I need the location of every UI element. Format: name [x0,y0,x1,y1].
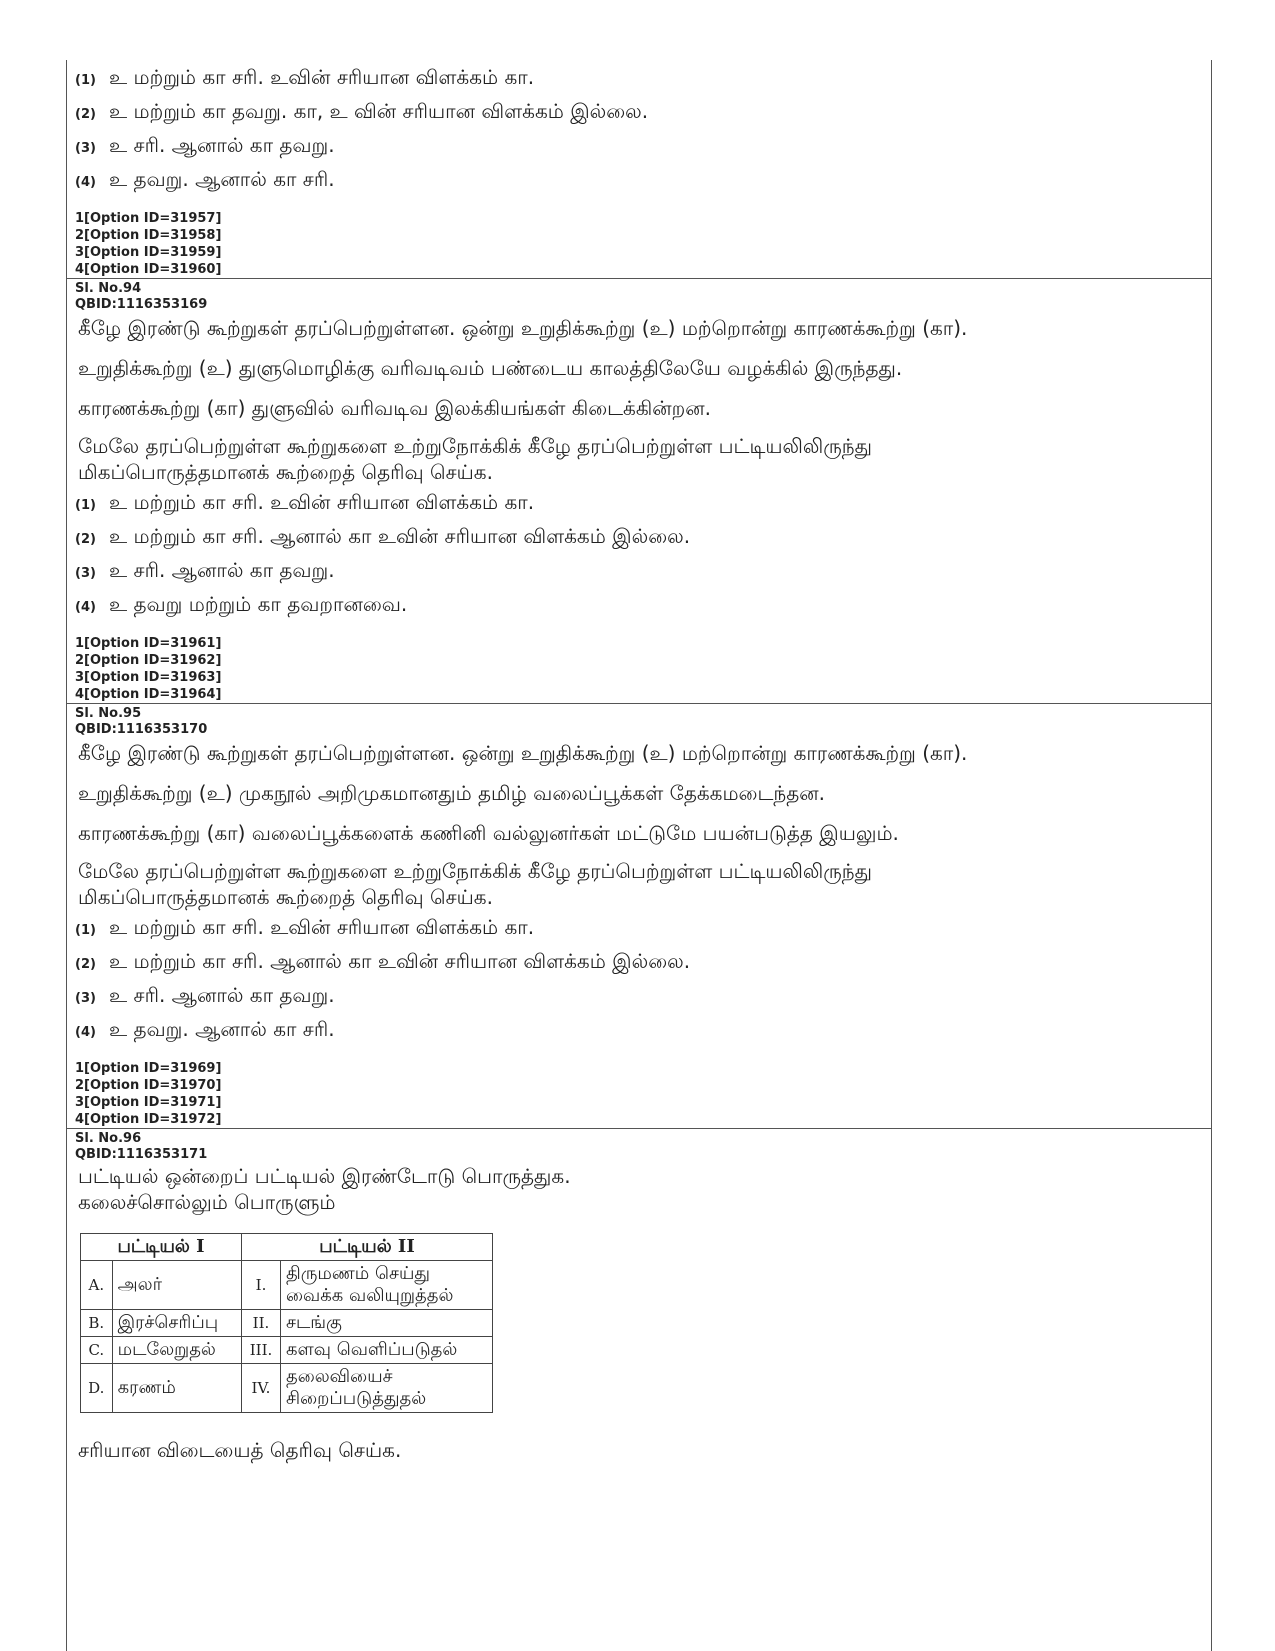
option-id: 4[Option ID=31960] [75,262,222,277]
option-number: (1) [75,73,96,88]
question-intro: கீழே இரண்டு கூற்றுகள் தரப்பெற்றுள்ளன. ஒன்று உறுதிக்கூற்று (உ) மற்றொன்று காரணக்கூற்று (கா). [78,741,968,765]
instruction-line: மிகப்பொருத்தமானக் கூற்றைத் தெரிவு செய்க. [78,885,493,909]
option-id: 1[Option ID=31957] [75,211,222,226]
option-number: (2) [75,957,96,972]
option-4 [75,162,1211,196]
option-4 [75,1012,1211,1046]
row-key: IV. [242,1364,281,1413]
option-text: உ மற்றும் கா சரி. உவின் சரியான விளக்கம் கா. [109,65,535,89]
term-cell: மடலேறுதல் [112,1337,241,1364]
option-id: 3[Option ID=31959] [75,245,222,260]
table-row [81,1261,493,1310]
option-number: (4) [75,600,96,615]
option-text: உ மற்றும் கா சரி. ஆனால் கா உவின் சரியான விளக்கம் இல்லை. [109,524,691,548]
column-header: பட்டியல் II [242,1234,493,1261]
term-cell: அலர் [112,1261,241,1310]
option-2 [75,944,1211,978]
column-header: பட்டியல் I [81,1234,242,1261]
answer-instruction: சரியான விடையைத் தெரிவு செய்க. [78,1438,402,1462]
option-text: உ சரி. ஆனால் கா தவறு. [109,133,335,157]
option-text: உ தவறு மற்றும் கா தவறானவை. [109,592,408,616]
table-header-row [81,1234,493,1261]
option-text: உ தவறு. ஆனால் கா சரி. [109,167,335,191]
question-96 [67,1129,1211,1465]
option-number: (2) [75,532,96,547]
option-1 [75,60,1211,94]
option-text: உ சரி. ஆனால் கா தவறு. [109,558,335,582]
question-intro: பட்டியல் ஒன்றைப் பட்டியல் இரண்டோடு பொருத்துக. [78,1164,571,1188]
serial-number: Sl. No.96 [75,1131,142,1146]
serial-number: Sl. No.94 [75,281,142,296]
meaning-cell [280,1364,492,1413]
option-4 [75,587,1211,621]
question-meta [75,279,1211,313]
reason-statement: காரணக்கூற்று (கா) துளுவில் வரிவடிவ இலக்கியங்கள் கிடைக்கின்றன. [78,396,711,420]
row-key: II. [242,1310,281,1337]
assertion-statement: உறுதிக்கூற்று (உ) முகநூல் அறிமுகமானதும் தமிழ் வலைப்பூக்கள் தேக்கமடைந்தன. [78,781,826,805]
option-id: 1[Option ID=31969] [75,1061,222,1076]
row-key: III. [242,1337,281,1364]
option-number: (3) [75,141,96,156]
option-id: 2[Option ID=31970] [75,1078,222,1093]
option-id-list [75,210,1211,278]
option-3 [75,128,1211,162]
meaning-cell [280,1261,492,1310]
question-95 [67,704,1211,1129]
question-id: QBID:1116353170 [75,722,208,737]
option-text: உ மற்றும் கா சரி. ஆனால் கா உவின் சரியான விளக்கம் இல்லை. [109,949,691,973]
option-number: (4) [75,1025,96,1040]
question-93-tail [67,60,1211,279]
table-row [81,1337,493,1364]
option-id: 2[Option ID=31962] [75,653,222,668]
table-row [81,1310,493,1337]
question-paper [66,60,1212,1651]
term-cell: கரணம் [112,1364,241,1413]
question-94 [67,279,1211,704]
meaning-line: தலைவியைச் [285,1366,393,1387]
term-cell: இரச்செரிப்பு [112,1310,241,1337]
option-text: உ மற்றும் கா சரி. உவின் சரியான விளக்கம் கா. [109,915,535,939]
option-3 [75,553,1211,587]
reason-statement: காரணக்கூற்று (கா) வலைப்பூக்களைக் கணினி வல்லுனர்கள் மட்டுமே பயன்படுத்த இயலும். [78,821,899,845]
row-key: C. [81,1337,113,1364]
option-id: 3[Option ID=31971] [75,1095,222,1110]
option-text: உ தவறு. ஆனால் கா சரி. [109,1017,335,1041]
option-id: 4[Option ID=31964] [75,687,222,702]
row-key: B. [81,1310,113,1337]
table-row [81,1364,493,1413]
meaning-cell: சடங்கு [280,1310,492,1337]
question-intro: கீழே இரண்டு கூற்றுகள் தரப்பெற்றுள்ளன. ஒன்று உறுதிக்கூற்று (உ) மற்றொன்று காரணக்கூற்று (கா). [78,316,968,340]
matching-table [80,1233,493,1413]
meaning-cell: களவு வெளிப்படுதல் [280,1337,492,1364]
instruction-line: மேலே தரப்பெற்றுள்ள கூற்றுகளை உற்றுநோக்கிக் கீழே தரப்பெற்றுள்ள பட்டியலிலிருந்து [78,434,872,458]
option-id: 3[Option ID=31963] [75,670,222,685]
option-text: உ மற்றும் கா சரி. உவின் சரியான விளக்கம் கா. [109,490,535,514]
option-id-list [75,635,1211,703]
instruction-line: மேலே தரப்பெற்றுள்ள கூற்றுகளை உற்றுநோக்கிக் கீழே தரப்பெற்றுள்ள பட்டியலிலிருந்து [78,859,872,883]
assertion-statement: உறுதிக்கூற்று (உ) துளுமொழிக்கு வரிவடிவம் பண்டைய காலத்திலேயே வழக்கில் இருந்தது. [78,356,903,380]
option-number: (1) [75,498,96,513]
question-id: QBID:1116353171 [75,1147,208,1162]
option-1 [75,910,1211,944]
option-text: உ மற்றும் கா தவறு. கா, உ வின் சரியான விளக்கம் இல்லை. [109,99,649,123]
option-1 [75,485,1211,519]
option-id: 1[Option ID=31961] [75,636,222,651]
option-number: (1) [75,923,96,938]
row-key: I. [242,1261,281,1310]
option-2 [75,94,1211,128]
option-number: (2) [75,107,96,122]
option-id: 4[Option ID=31972] [75,1112,222,1127]
meaning-line: வைக்க வலியுறுத்தல் [285,1285,454,1306]
serial-number: Sl. No.95 [75,706,142,721]
option-text: உ சரி. ஆனால் கா தவறு. [109,983,335,1007]
option-id-list [75,1060,1211,1128]
option-2 [75,519,1211,553]
question-subtitle: கலைச்சொல்லும் பொருளும் [78,1190,336,1214]
option-number: (4) [75,175,96,190]
option-number: (3) [75,566,96,581]
option-id: 2[Option ID=31958] [75,228,222,243]
question-meta [75,1129,1211,1163]
row-key: A. [81,1261,113,1310]
row-key: D. [81,1364,113,1413]
question-meta [75,704,1211,738]
question-id: QBID:1116353169 [75,297,208,312]
option-number: (3) [75,991,96,1006]
instruction-line: மிகப்பொருத்தமானக் கூற்றைத் தெரிவு செய்க. [78,460,493,484]
meaning-line: திருமணம் செய்து [285,1263,431,1284]
option-3 [75,978,1211,1012]
meaning-line: சிறைப்படுத்துதல் [285,1388,427,1409]
